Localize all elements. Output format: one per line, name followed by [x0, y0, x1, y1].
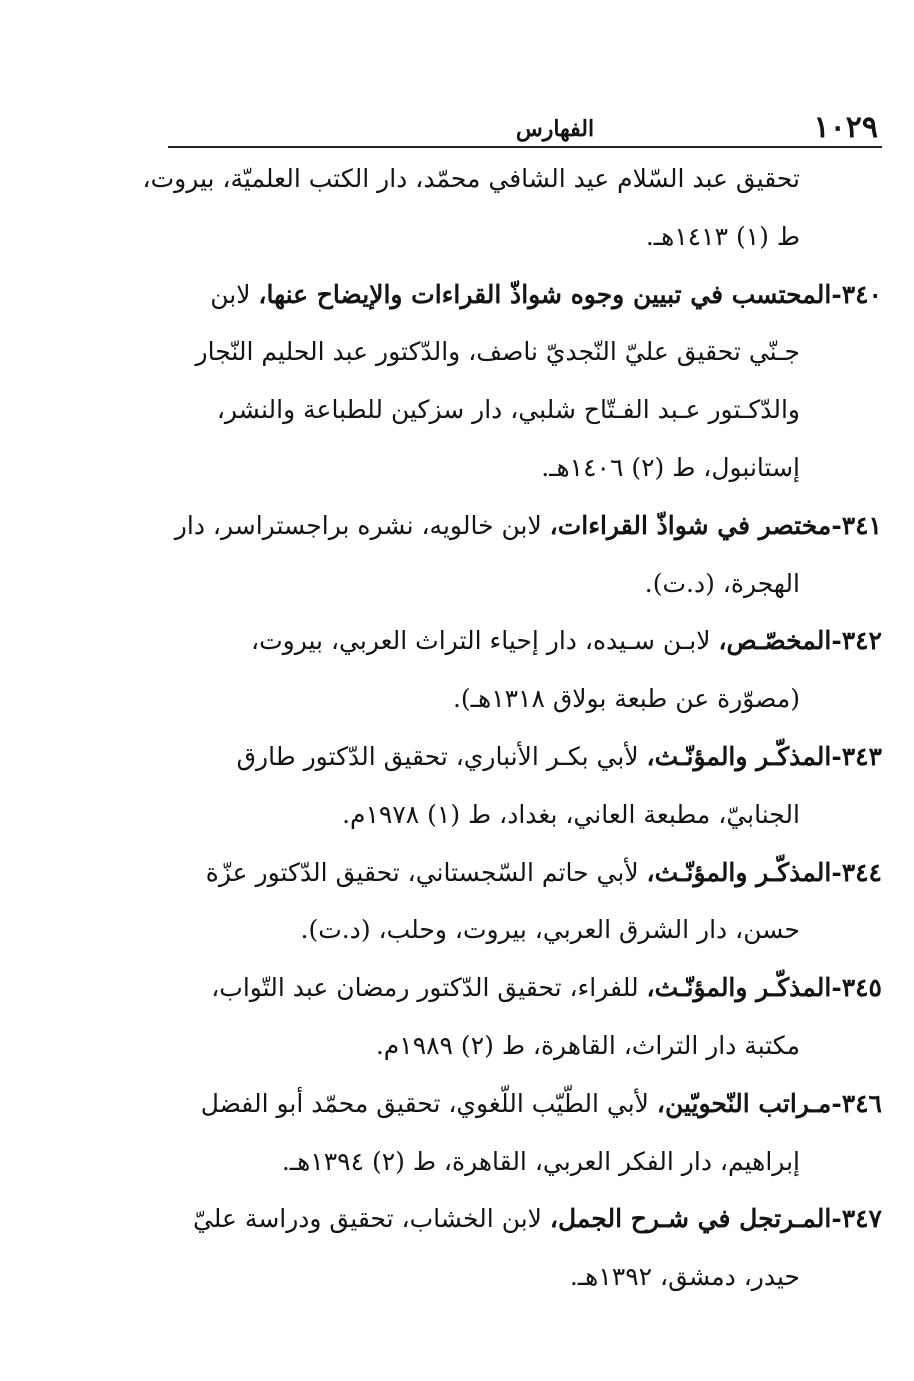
entry-line: جـنّي تحقيق عليّ النّجديّ ناصف، والدّكتور عبد الحليم النّجار [195, 337, 800, 367]
entry-title: مـراتب النّحويّين، [656, 1088, 832, 1118]
entry-first-line [168, 497, 882, 555]
entry-title: المخصّـص، [718, 626, 832, 656]
entry-text: لابـن سـيده، دار إحياء التراث العربي، بيروت، [251, 626, 719, 656]
entry-line: حسن، دار الشرق العربي، بيروت، وحلب، (د.ت). [300, 915, 800, 945]
entry-line: (مصوّرة عن طبعة بولاق ١٣١٨هـ). [452, 684, 800, 714]
bibliography-entry-343 [168, 728, 882, 844]
bibliography-entry-347 [168, 1190, 882, 1306]
entry-line: حيدر، دمشق، ١٣٩٢هـ. [569, 1262, 800, 1292]
entry-first-line [168, 959, 882, 1017]
entry-text: لأبي بكـر الأنباري، تحقيق الدّكتور طارق [236, 741, 647, 771]
entry-line: الهجرة، (د.ت). [644, 568, 800, 598]
entry-title: المحتسب في تبيين وجوه شواذّ القراءات والإيضاح عنها، [258, 279, 832, 309]
entry-text: لأبي حاتم السّجستاني، تحقيق الدّكتور عزّة [205, 857, 647, 887]
entry-first-line [168, 1190, 882, 1248]
entry-line: الجنابيّ، مطبعة العاني، بغداد، ط (١) ١٩٧٨م. [342, 799, 800, 829]
bibliography-list [142, 150, 882, 1306]
entry-line: مكتبة دار التراث، القاهرة، ط (٢) ١٩٨٩م. [375, 1030, 800, 1060]
entry-title: المـرتجل في شـرح الجمل، [549, 1204, 832, 1234]
entry-text: لابن [210, 279, 259, 309]
entry-number: ٣٤٠- [831, 279, 882, 309]
entry-line: ط (١) ١٤١٣هـ. [645, 221, 800, 251]
entry-title: مختصر في شواذّ القراءات، [549, 510, 832, 540]
bibliography-entry-340 [168, 266, 882, 497]
bibliography-entry-344 [168, 844, 882, 960]
entry-line: إبراهيم، دار الفكر العربي، القاهرة، ط (٢) ١٣٩٤هـ. [281, 1146, 800, 1176]
entry-number: ٣٤٢- [831, 626, 882, 656]
entry-first-line [168, 844, 882, 902]
entry-number: ٣٤١- [831, 510, 882, 540]
bibliography-entry-continued [142, 150, 882, 266]
page-number: ١٠٢٩ [813, 110, 878, 145]
entry-first-line [168, 728, 882, 786]
bibliography-entry-346 [168, 1075, 882, 1191]
page-header [168, 106, 882, 148]
entry-number: ٣٤٦- [831, 1088, 882, 1118]
entry-first-line [168, 266, 882, 324]
entry-text: لأبي الطّيّب اللّغوي، تحقيق محمّد أبو الفضل [200, 1088, 657, 1118]
entry-text: لابن الخشاب، تحقيق ودراسة عليّ [192, 1204, 550, 1234]
entry-text: لابن خالويه، نشره براجستراسر، دار [174, 510, 550, 540]
entry-number: ٣٤٧- [831, 1204, 882, 1234]
entry-line: إستانبول، ط (٢) ١٤٠٦هـ. [541, 452, 800, 482]
bibliography-entry-342 [168, 612, 882, 728]
entry-line: والدّكـتور عـبد الفـتّاح شلبي، دار سزكين للطباعة والنشر، [216, 395, 800, 425]
bibliography-entry-345 [168, 959, 882, 1075]
entry-number: ٣٤٥- [831, 973, 882, 1003]
entry-title: المذكّـر والمؤنّـث، [646, 973, 832, 1003]
entry-number: ٣٤٣- [831, 741, 882, 771]
bibliography-entry-341 [168, 497, 882, 613]
entry-text: للفراء، تحقيق الدّكتور رمضان عبد التّواب، [211, 973, 647, 1003]
entry-number: ٣٤٤- [831, 857, 882, 887]
entry-line: تحقيق عبد السّلام عيد الشافي محمّد، دار الكتب العلميّة، بيروت، [142, 164, 800, 193]
entry-first-line [168, 612, 882, 670]
entry-title: المذكّـر والمؤنّـث، [646, 741, 832, 771]
running-title: الفهارس [515, 116, 595, 142]
entry-first-line [168, 1075, 882, 1133]
entry-title: المذكّـر والمؤنّـث، [646, 857, 832, 887]
